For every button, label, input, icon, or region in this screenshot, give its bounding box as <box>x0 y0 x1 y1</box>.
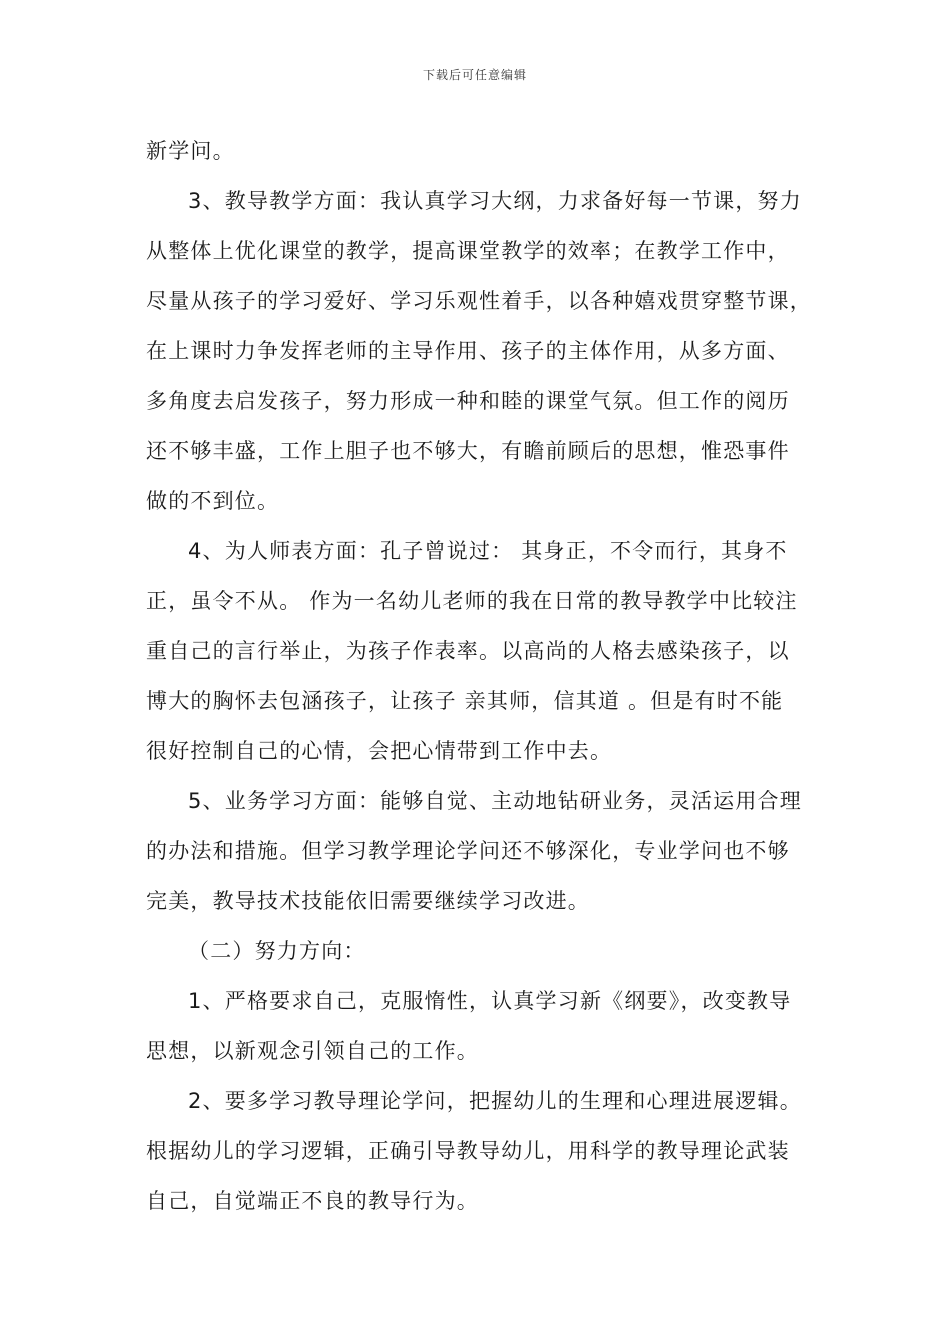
text-line: 的办法和措施。但学习教学理论学问还不够深化，专业学问也不够 <box>146 839 790 863</box>
text-line: 3、教导教学方面：我认真学习大纲，力求备好每一节课，努力 <box>188 189 802 213</box>
text-line: 尽量从孩子的学习爱好、学习乐观性着手，以各种嬉戏贯穿整节课， <box>146 289 812 313</box>
text-line: 做的不到位。 <box>146 489 280 513</box>
text-line: 完美，教导技术技能依旧需要继续学习改进。 <box>146 889 590 913</box>
text-line: 1、严格要求自己，克服惰性，认真学习新《纲要》，改变教导 <box>188 989 792 1013</box>
text-line: 博大的胸怀去包涵孩子，让孩子 亲其师，信其道 。但是有时不能 <box>146 689 784 713</box>
text-line: 根据幼儿的学习逻辑，正确引导教导幼儿，用科学的教导理论武装 <box>146 1139 790 1163</box>
text-line: 从整体上优化课堂的教学，提高课堂教学的效率；在教学工作中， <box>146 239 790 263</box>
page-header: 下载后可任意编辑 <box>422 68 527 82</box>
text-line: 很好控制自己的心情，会把心情带到工作中去。 <box>146 739 613 763</box>
text-line: 新学问。 <box>146 139 235 163</box>
document-body <box>146 126 826 1226</box>
text-line: 思想，以新观念引领自己的工作。 <box>146 1039 479 1063</box>
text-line: 2、要多学习教导理论学问，把握幼儿的生理和心理进展逻辑。 <box>188 1089 802 1113</box>
text-line: 还不够丰盛，工作上胆子也不够大，有瞻前顾后的思想，惟恐事件 <box>146 439 790 463</box>
text-line: 重自己的言行举止，为孩子作表率。以高尚的人格去感染孩子，以 <box>146 639 790 663</box>
text-line: 自己，自觉端正不良的教导行为。 <box>146 1189 479 1213</box>
text-line: 多角度去启发孩子，努力形成一种和睦的课堂气氛。但工作的阅历 <box>146 389 790 413</box>
text-line: 5、业务学习方面：能够自觉、主动地钻研业务，灵活运用合理 <box>188 789 802 813</box>
text-line: 在上课时力争发挥老师的主导作用、孩子的主体作用，从多方面、 <box>146 339 790 363</box>
text-line: （二）努力方向： <box>188 939 366 963</box>
text-line: 正，虽令不从。 作为一名幼儿老师的我在日常的教导教学中比较注 <box>146 589 798 613</box>
text-line: 4、为人师表方面：孔子曾说过： 其身正，不令而行，其身不 <box>188 539 788 563</box>
